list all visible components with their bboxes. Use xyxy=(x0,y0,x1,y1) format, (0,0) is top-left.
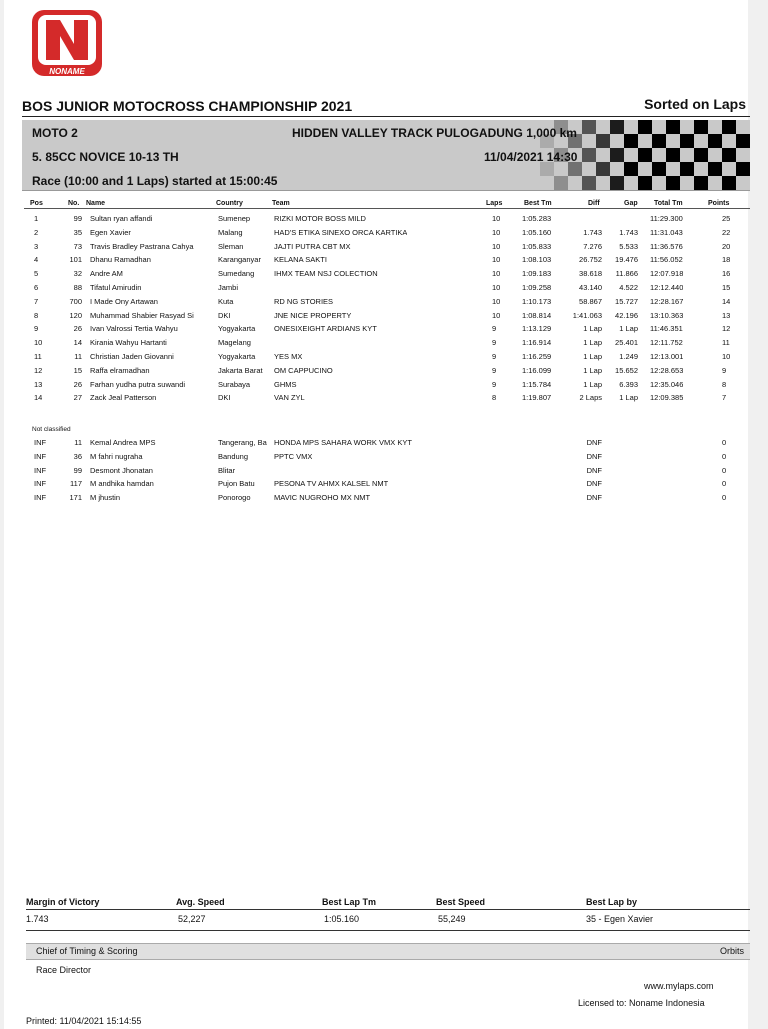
cell-pos: INF xyxy=(34,438,47,447)
cell-pos: INF xyxy=(34,465,47,475)
cell-country: Sumedang xyxy=(218,269,255,279)
cell-laps: 8 xyxy=(492,393,497,403)
summary-divider xyxy=(26,909,750,910)
col-no: No. xyxy=(68,200,80,207)
cell-laps: 10 xyxy=(492,214,501,223)
cell-diff: 7.276 xyxy=(583,241,602,251)
cell-diff: 58.867 xyxy=(579,296,602,306)
cell-best: 1:16.099 xyxy=(522,365,552,375)
cell-country: Jakarta Barat xyxy=(218,365,263,375)
chief-of-timing: Chief of Timing & Scoring xyxy=(36,946,138,956)
cell-gap: 5.533 xyxy=(619,241,638,251)
table-row xyxy=(4,479,764,492)
cell-team: JAJTI PUTRA CBT MX xyxy=(274,241,351,251)
cell-laps: 9 xyxy=(492,324,497,334)
checkered-flag-icon xyxy=(540,120,750,190)
cell-gap: 25.401 xyxy=(615,338,638,348)
cell-team: HAD'S ETIKA SINEXO ORCA KARTIKA xyxy=(274,227,408,237)
cell-laps: 10 xyxy=(492,310,501,320)
cell-name: Raffa elramadhan xyxy=(90,365,150,375)
table-row xyxy=(4,380,764,393)
cell-team: PPTC VMX xyxy=(274,451,313,461)
cell-diff: 2 Laps xyxy=(579,393,602,403)
cell-no: 101 xyxy=(69,255,82,265)
cell-name: Andre AM xyxy=(90,269,123,279)
cell-no: 27 xyxy=(73,393,82,403)
cell-best: 1:09.183 xyxy=(522,269,552,279)
cell-team: RD NG STORIES xyxy=(274,296,334,306)
race-director: Race Director xyxy=(36,965,92,975)
cell-points: 0 xyxy=(722,451,727,461)
cell-team: YES MX xyxy=(274,352,303,361)
cell-total: 12:09.385 xyxy=(650,393,684,403)
best-lap-by-label: Best Lap by xyxy=(586,897,638,907)
table-row xyxy=(4,324,764,337)
cell-points: 16 xyxy=(722,269,731,279)
cell-country: Yogyakarta xyxy=(218,324,256,334)
cell-best: 1:08.103 xyxy=(522,255,552,265)
cell-gap: 15.652 xyxy=(615,365,638,375)
best-speed-label: Best Speed xyxy=(436,897,486,907)
col-points: Points xyxy=(708,200,730,207)
cell-diff: DNF xyxy=(586,479,602,489)
cell-country: Ponorogo xyxy=(218,493,251,503)
cell-best: 1:16.914 xyxy=(522,338,552,348)
cell-points: 18 xyxy=(722,255,731,265)
cell-diff: 43.140 xyxy=(579,283,602,292)
cell-pos: 14 xyxy=(34,393,43,403)
cell-best: 1:16.259 xyxy=(522,352,552,361)
cell-pos: 11 xyxy=(34,352,42,361)
cell-country: Bandung xyxy=(218,451,249,461)
cell-diff: 1.743 xyxy=(583,227,602,237)
summary-divider-bottom xyxy=(26,930,750,931)
cell-no: 117 xyxy=(70,479,82,489)
cell-name: Tifatul Amirudin xyxy=(90,283,142,292)
cell-gap: 15.727 xyxy=(615,296,638,306)
cell-country: Kuta xyxy=(218,296,234,306)
cell-team: PESONA TV AHMX KALSEL NMT xyxy=(274,479,389,489)
cell-team: JNE NICE PROPERTY xyxy=(274,310,352,320)
cell-team: OM CAPPUCINO xyxy=(274,365,333,375)
cell-diff: 1 Lap xyxy=(583,352,602,361)
cell-diff: 38.618 xyxy=(579,269,602,279)
cell-name: Dhanu Ramadhan xyxy=(90,255,151,265)
cell-total: 11:29.300 xyxy=(650,214,683,223)
cell-points: 12 xyxy=(722,324,731,334)
page-title: BOS JUNIOR MOTOCROSS CHAMPIONSHIP 2021 xyxy=(22,98,353,114)
not-classified-label: Not classified xyxy=(32,426,71,433)
cell-total: 12:28.167 xyxy=(650,296,684,306)
cell-laps: 10 xyxy=(492,255,501,265)
cell-best: 1:13.129 xyxy=(522,324,552,334)
cell-pos: 13 xyxy=(34,379,43,389)
class-name: MOTO 2 xyxy=(32,126,78,140)
cell-country: Sumenep xyxy=(218,214,251,223)
cell-points: 14 xyxy=(722,296,731,306)
table-row xyxy=(4,366,764,379)
orbits-label: Orbits xyxy=(719,946,744,956)
table-row xyxy=(4,269,764,282)
col-best: Best Tm xyxy=(524,200,552,207)
cell-name: Ivan Valrossi Tertia Wahyu xyxy=(90,324,178,334)
cell-pos: INF xyxy=(34,451,47,461)
cell-no: 14 xyxy=(73,338,82,348)
best-lap-by-value: 35 - Egen Xavier xyxy=(586,914,654,924)
col-total: Total Tm xyxy=(654,200,683,207)
cell-laps: 10 xyxy=(492,283,501,292)
cell-points: 25 xyxy=(722,214,731,223)
best-lap-value: 1:05.160 xyxy=(324,914,360,924)
cell-laps: 9 xyxy=(492,352,497,361)
cell-no: 26 xyxy=(73,324,82,334)
cell-country: Magelang xyxy=(218,338,251,348)
cell-name: Travis Bradley Pastrana Cahya xyxy=(90,241,194,251)
cell-name: Sultan ryan affandi xyxy=(90,214,153,223)
cell-team: MAVIC NUGROHO MX NMT xyxy=(274,493,371,503)
cell-name: M jhustin xyxy=(90,493,121,503)
table-row xyxy=(4,242,764,255)
cell-country: Jambi xyxy=(218,283,239,292)
cell-country: Surabaya xyxy=(218,379,251,389)
cell-gap: 6.393 xyxy=(619,379,638,389)
cell-gap: 1 Lap xyxy=(619,393,638,403)
cell-name: Farhan yudha putra suwandi xyxy=(90,379,186,389)
table-row xyxy=(4,255,764,268)
cell-best: 1:09.258 xyxy=(522,283,552,292)
cell-pos: INF xyxy=(34,479,47,489)
cell-no: 32 xyxy=(73,269,82,279)
table-row xyxy=(4,311,764,324)
title-row xyxy=(22,96,750,117)
cell-team: KELANA SAKTI xyxy=(274,255,327,265)
cell-diff: 26.752 xyxy=(579,255,602,265)
cell-total: 11:31.043 xyxy=(650,227,683,237)
cell-laps: 10 xyxy=(492,241,501,251)
cell-country: Tangerang, Ba xyxy=(218,438,267,447)
cell-country: Yogyakarta xyxy=(218,352,256,361)
table-row xyxy=(4,352,764,365)
cell-pos: 7 xyxy=(34,296,39,306)
track-name: HIDDEN VALLEY TRACK PULOGADUNG 1,000 km xyxy=(292,126,577,140)
results-page xyxy=(4,0,748,1029)
cell-no: 171 xyxy=(69,493,82,503)
cell-pos: INF xyxy=(34,493,47,503)
cell-total: 12:12.440 xyxy=(650,283,684,292)
cell-name: Christian Jaden Giovanni xyxy=(90,352,174,361)
cell-points: 9 xyxy=(722,365,727,375)
cell-total: 12:07.918 xyxy=(650,269,684,279)
cell-gap: 11.866 xyxy=(615,269,638,279)
cell-best: 1:10.173 xyxy=(522,296,552,306)
cell-total: 11:36.576 xyxy=(650,241,683,251)
cell-name: Kemal Andrea MPS xyxy=(90,438,156,447)
col-country: Country xyxy=(216,200,243,207)
cell-name: I Made Ony Artawan xyxy=(90,296,158,306)
cell-gap: 1.249 xyxy=(619,352,638,361)
cell-no: 99 xyxy=(73,214,82,223)
cell-total: 12:11.752 xyxy=(650,338,683,348)
cell-points: 20 xyxy=(722,241,731,251)
cell-pos: 4 xyxy=(34,255,39,265)
cell-diff: DNF xyxy=(586,438,602,447)
cell-gap: 4.522 xyxy=(619,283,638,292)
cell-points: 8 xyxy=(722,379,727,389)
cell-no: 11 xyxy=(74,352,82,361)
cell-no: 26 xyxy=(73,379,82,389)
cell-no: 120 xyxy=(69,310,82,320)
cell-best: 1:15.784 xyxy=(522,379,552,389)
best-lap-label: Best Lap Tm xyxy=(322,897,377,907)
cell-diff: DNF xyxy=(586,451,602,461)
cell-total: 11:46.351 xyxy=(650,324,683,334)
cell-points: 13 xyxy=(722,310,731,320)
cell-no: 35 xyxy=(73,227,82,237)
cell-pos: 9 xyxy=(34,324,39,334)
cell-pos: 3 xyxy=(34,241,39,251)
cell-pos: 5 xyxy=(34,269,39,279)
cell-laps: 10 xyxy=(492,296,501,306)
cell-gap: 1.743 xyxy=(619,227,638,237)
printed-timestamp: Printed: 11/04/2021 15:14:55 xyxy=(26,1016,142,1026)
cell-total: 12:35.046 xyxy=(650,379,684,389)
cell-laps: 9 xyxy=(492,365,497,375)
cell-no: 700 xyxy=(69,296,82,306)
cell-diff: 1 Lap xyxy=(583,338,602,348)
cell-name: M andhika hamdan xyxy=(90,479,154,489)
cell-points: 0 xyxy=(722,493,727,503)
cell-country: DKI xyxy=(218,310,231,320)
table-row xyxy=(4,393,764,406)
table-row xyxy=(4,493,764,506)
table-row xyxy=(4,297,764,310)
cell-pos: 6 xyxy=(34,283,39,292)
category: 5. 85CC NOVICE 10-13 TH xyxy=(32,150,179,164)
cell-points: 0 xyxy=(722,479,727,489)
table-row xyxy=(4,452,764,465)
cell-laps: 9 xyxy=(492,338,497,348)
cell-team: VAN ZYL xyxy=(274,393,305,403)
licensed-to: Licensed to: Noname Indonesia xyxy=(578,998,705,1008)
cell-name: Zack Jeal Patterson xyxy=(90,393,157,403)
table-row xyxy=(4,214,764,227)
cell-pos: 1 xyxy=(34,214,39,223)
cell-country: Pujon Batu xyxy=(218,479,255,489)
cell-laps: 10 xyxy=(492,227,501,237)
cell-country: Sleman xyxy=(218,241,244,251)
col-laps: Laps xyxy=(486,200,503,207)
cell-no: 15 xyxy=(73,365,82,375)
cell-laps: 9 xyxy=(492,379,497,389)
cell-diff: DNF xyxy=(586,493,602,503)
cell-best: 1:05.283 xyxy=(522,214,552,223)
footer-bar xyxy=(26,943,750,960)
cell-pos: 12 xyxy=(34,365,43,375)
col-diff: Diff xyxy=(588,200,600,207)
cell-best: 1:05.160 xyxy=(522,227,552,237)
cell-team: HONDA MPS SAHARA WORK VMX KYT xyxy=(274,438,412,447)
cell-points: 10 xyxy=(722,352,731,361)
noname-logo xyxy=(30,8,104,78)
cell-country: Blitar xyxy=(218,465,236,475)
table-row xyxy=(4,283,764,296)
cell-country: Karanganyar xyxy=(218,255,261,265)
svg-text:NONAME: NONAME xyxy=(49,67,85,76)
cell-team: GHMS xyxy=(274,379,297,389)
cell-team: IHMX TEAM NSJ COLECTION xyxy=(274,269,378,279)
cell-team: ONESIXEIGHT ARDIANS KYT xyxy=(274,324,377,334)
cell-points: 15 xyxy=(722,283,731,292)
cell-diff: 1 Lap xyxy=(583,365,602,375)
margin-label: Margin of Victory xyxy=(26,897,100,907)
table-row xyxy=(4,438,764,451)
cell-name: Egen Xavier xyxy=(90,227,131,237)
cell-diff: 1 Lap xyxy=(583,379,602,389)
avg-speed-label: Avg. Speed xyxy=(176,897,225,907)
cell-no: 88 xyxy=(73,283,82,292)
cell-total: 12:28.653 xyxy=(650,365,684,375)
race-info: Race (10:00 and 1 Laps) started at 15:00:45 xyxy=(32,174,278,188)
cell-gap: 1 Lap xyxy=(619,324,638,334)
header-divider xyxy=(24,208,750,209)
cell-best: 1:19.807 xyxy=(522,393,552,403)
sort-label: Sorted on Laps xyxy=(644,96,746,112)
cell-diff: 1 Lap xyxy=(583,324,602,334)
cell-diff: 1:41.063 xyxy=(572,310,602,320)
cell-no: 73 xyxy=(73,241,82,251)
cell-points: 0 xyxy=(722,465,727,475)
cell-total: 12:13.001 xyxy=(650,352,684,361)
cell-gap: 19.476 xyxy=(615,255,638,265)
cell-name: Kirania Wahyu Hartanti xyxy=(90,338,167,348)
race-header xyxy=(22,120,750,191)
cell-pos: 2 xyxy=(34,227,39,237)
best-speed-value: 55,249 xyxy=(438,914,466,924)
cell-gap: 42.196 xyxy=(615,310,638,320)
cell-pos: 10 xyxy=(34,338,43,348)
cell-total: 11:56.052 xyxy=(650,255,683,265)
table-row xyxy=(4,338,764,351)
margin-value: 1.743 xyxy=(26,914,49,924)
cell-points: 22 xyxy=(722,227,731,237)
cell-total: 13:10.363 xyxy=(650,310,684,320)
cell-best: 1:05.833 xyxy=(522,241,552,251)
table-row xyxy=(4,466,764,479)
cell-points: 0 xyxy=(722,438,727,447)
race-date: 11/04/2021 14:30 xyxy=(484,150,578,164)
website-link[interactable]: www.mylaps.com xyxy=(644,981,714,991)
avg-speed-value: 52,227 xyxy=(178,914,206,924)
cell-name: Desmont Jhonatan xyxy=(90,465,153,475)
cell-name: M fahri nugraha xyxy=(90,451,143,461)
cell-team: RIZKI MOTOR BOSS MILD xyxy=(274,214,366,223)
col-name: Name xyxy=(86,200,106,207)
cell-no: 36 xyxy=(73,451,82,461)
cell-no: 99 xyxy=(73,465,82,475)
col-team: Team xyxy=(272,200,290,207)
cell-laps: 10 xyxy=(492,269,501,279)
col-gap: Gap xyxy=(624,200,638,207)
table-row xyxy=(4,228,764,241)
cell-country: DKI xyxy=(218,393,231,403)
cell-no: 11 xyxy=(74,438,82,447)
cell-points: 11 xyxy=(722,338,730,348)
cell-points: 7 xyxy=(722,393,727,403)
cell-diff: DNF xyxy=(586,465,602,475)
col-pos: Pos xyxy=(30,200,43,207)
cell-country: Malang xyxy=(218,227,243,237)
cell-name: Muhammad Shabier Rasyad Si xyxy=(90,310,194,320)
cell-best: 1:08.814 xyxy=(522,310,552,320)
cell-pos: 8 xyxy=(34,310,39,320)
